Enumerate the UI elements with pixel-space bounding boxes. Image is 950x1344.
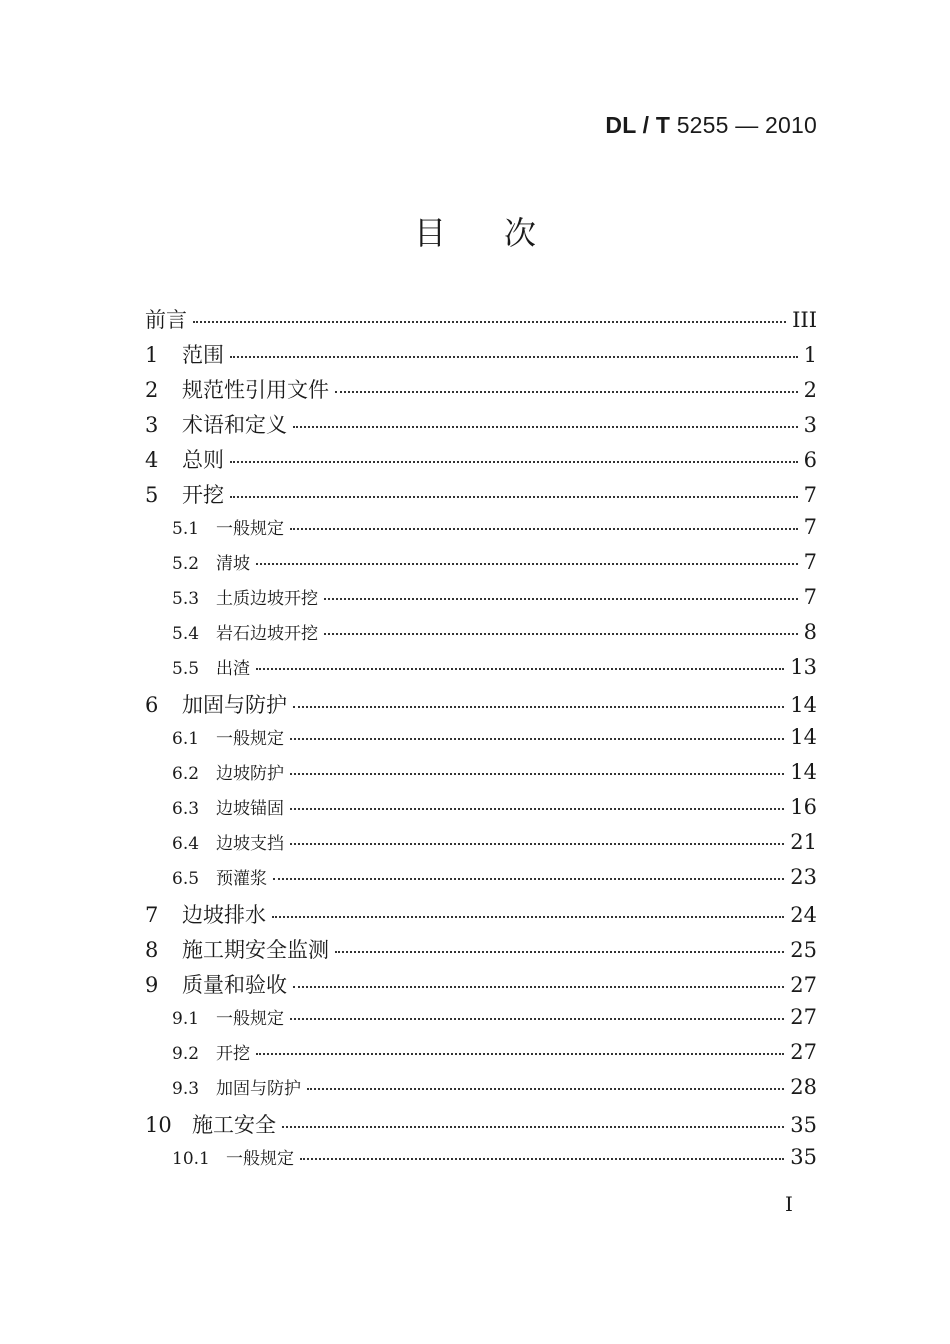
toc-entry-number: 5.2 xyxy=(172,554,200,574)
toc-subentry xyxy=(145,654,817,689)
toc-entry-page: 7 xyxy=(803,550,817,574)
dot-leader xyxy=(230,461,798,463)
toc-entry-title: 边坡锚固 xyxy=(216,799,284,819)
toc-entry-title: 清坡 xyxy=(216,554,250,574)
dot-leader xyxy=(293,986,784,988)
toc-entry-number: 9.1 xyxy=(172,1009,200,1029)
document-code-number: 5255 — 2010 xyxy=(676,112,817,138)
toc-entry-title: 加固与防护 xyxy=(182,693,287,717)
dot-leader xyxy=(290,738,784,740)
toc-entry xyxy=(145,1109,817,1144)
toc-subentry xyxy=(145,724,817,759)
toc-entry-title: 一般规定 xyxy=(216,729,284,749)
toc-entry-page: 28 xyxy=(790,1075,817,1099)
toc-entry xyxy=(145,479,817,514)
toc-entry-title: 一般规定 xyxy=(216,519,284,539)
dot-leader xyxy=(293,706,784,708)
toc-entry xyxy=(145,339,817,374)
toc-entry-number: 3 xyxy=(145,413,159,437)
toc-entry-number: 6 xyxy=(145,693,159,717)
toc-entry-number: 2 xyxy=(145,378,159,402)
dot-leader xyxy=(290,808,784,810)
toc-entry-page: 3 xyxy=(803,413,817,437)
toc-subentry xyxy=(145,1144,817,1179)
toc-entry-page: 7 xyxy=(803,483,817,507)
toc-entry-page: 8 xyxy=(803,620,817,644)
toc-subentry xyxy=(145,864,817,899)
toc-entry-title: 开挖 xyxy=(216,1044,250,1064)
toc-entry-number: 9 xyxy=(145,973,159,997)
toc-entry-page: 35 xyxy=(790,1145,817,1169)
toc-entry-title: 岩石边坡开挖 xyxy=(216,624,318,644)
toc-entry-page: III xyxy=(792,308,817,332)
toc-entry-number: 10.1 xyxy=(172,1149,210,1169)
dot-leader xyxy=(335,951,784,953)
toc-subentry xyxy=(145,1004,817,1039)
document-code xyxy=(605,112,817,139)
toc-entry-title: 加固与防护 xyxy=(216,1079,301,1099)
toc-entry-page: 16 xyxy=(790,795,817,819)
table-of-contents xyxy=(145,304,817,1179)
toc-entry-page: 13 xyxy=(790,655,817,679)
dot-leader xyxy=(335,391,798,393)
dot-leader xyxy=(193,321,786,323)
toc-entry-title: 总则 xyxy=(182,448,224,472)
toc-entry-title: 一般规定 xyxy=(226,1149,294,1169)
toc-subentry xyxy=(145,759,817,794)
toc-subentry xyxy=(145,829,817,864)
toc-subentry xyxy=(145,619,817,654)
toc-entry-title: 一般规定 xyxy=(216,1009,284,1029)
toc-entry-title: 边坡排水 xyxy=(182,903,266,927)
toc-entry-page: 14 xyxy=(790,760,817,784)
toc-entry-title: 土质边坡开挖 xyxy=(216,589,318,609)
toc-entry-number: 9.3 xyxy=(172,1079,200,1099)
toc-entry xyxy=(145,899,817,934)
toc-entry-page: 14 xyxy=(790,693,817,717)
page-title: 目次 xyxy=(413,214,594,252)
dot-leader xyxy=(290,843,784,845)
toc-subentry xyxy=(145,794,817,829)
toc-entry-number: 5.1 xyxy=(172,519,200,539)
toc-entry-number: 10 xyxy=(145,1113,172,1137)
toc-entry xyxy=(145,374,817,409)
toc-entry-title: 施工期安全监测 xyxy=(182,938,329,962)
toc-entry-page: 1 xyxy=(803,343,817,367)
toc-entry-number: 5.3 xyxy=(172,589,200,609)
toc-entry-title: 边坡支挡 xyxy=(216,834,284,854)
dot-leader xyxy=(290,1018,784,1020)
toc-entry-page: 27 xyxy=(790,973,817,997)
document-code-prefix: DL / T xyxy=(605,112,671,138)
dot-leader xyxy=(300,1158,784,1160)
toc-entry-page: 6 xyxy=(803,448,817,472)
toc-entry-page: 14 xyxy=(790,725,817,749)
dot-leader xyxy=(324,598,798,600)
dot-leader xyxy=(256,563,798,565)
toc-entry-page: 7 xyxy=(803,585,817,609)
toc-entry-page: 24 xyxy=(790,903,817,927)
toc-entry-number: 6.2 xyxy=(172,764,200,784)
dot-leader xyxy=(230,496,798,498)
toc-entry-page: 7 xyxy=(803,515,817,539)
toc-subentry xyxy=(145,584,817,619)
dot-leader xyxy=(290,528,798,530)
toc-entry-title: 术语和定义 xyxy=(182,413,287,437)
toc-subentry xyxy=(145,1039,817,1074)
toc-entry-number: 7 xyxy=(145,903,159,927)
page-number: I xyxy=(785,1192,793,1216)
toc-entry-number: 5.4 xyxy=(172,624,200,644)
toc-entry-page: 27 xyxy=(790,1040,817,1064)
toc-entry xyxy=(145,689,817,724)
toc-entry-page: 2 xyxy=(803,378,817,402)
toc-entry-number: 6.1 xyxy=(172,729,200,749)
toc-entry-number: 5.5 xyxy=(172,659,200,679)
toc-entry-number: 1 xyxy=(145,343,159,367)
dot-leader xyxy=(324,633,798,635)
toc-entry xyxy=(145,969,817,1004)
toc-entry-title: 施工安全 xyxy=(192,1113,276,1137)
toc-entry-title: 开挖 xyxy=(182,483,224,507)
dot-leader xyxy=(272,916,784,918)
toc-entry-number: 6.5 xyxy=(172,869,200,889)
toc-entry-title: 前言 xyxy=(145,308,187,332)
toc-entry-title: 质量和验收 xyxy=(182,973,287,997)
dot-leader xyxy=(282,1126,784,1128)
toc-entry-page: 21 xyxy=(790,830,817,854)
toc-entry-title: 范围 xyxy=(182,343,224,367)
toc-entry-title: 边坡防护 xyxy=(216,764,284,784)
toc-entry-page: 27 xyxy=(790,1005,817,1029)
toc-entry-number: 5 xyxy=(145,483,159,507)
dot-leader xyxy=(256,1053,784,1055)
toc-entry-number: 4 xyxy=(145,448,159,472)
dot-leader xyxy=(256,668,784,670)
dot-leader xyxy=(290,773,784,775)
toc-entry-page: 25 xyxy=(790,938,817,962)
dot-leader xyxy=(307,1088,784,1090)
toc-entry-number: 6.3 xyxy=(172,799,200,819)
toc-entry-title: 预灌浆 xyxy=(216,869,267,889)
toc-subentry xyxy=(145,514,817,549)
dot-leader xyxy=(293,426,798,428)
toc-entry-number: 9.2 xyxy=(172,1044,200,1064)
toc-entry xyxy=(145,409,817,444)
toc-entry xyxy=(145,934,817,969)
toc-entry-page: 35 xyxy=(790,1113,817,1137)
toc-subentry xyxy=(145,1074,817,1109)
toc-entry-title: 出渣 xyxy=(216,659,250,679)
dot-leader xyxy=(273,878,784,880)
dot-leader xyxy=(230,356,798,358)
toc-entry xyxy=(145,304,817,339)
toc-entry xyxy=(145,444,817,479)
toc-entry-number: 6.4 xyxy=(172,834,200,854)
toc-entry-page: 23 xyxy=(790,865,817,889)
toc-entry-title: 规范性引用文件 xyxy=(182,378,329,402)
toc-entry-number: 8 xyxy=(145,938,159,962)
toc-subentry xyxy=(145,549,817,584)
